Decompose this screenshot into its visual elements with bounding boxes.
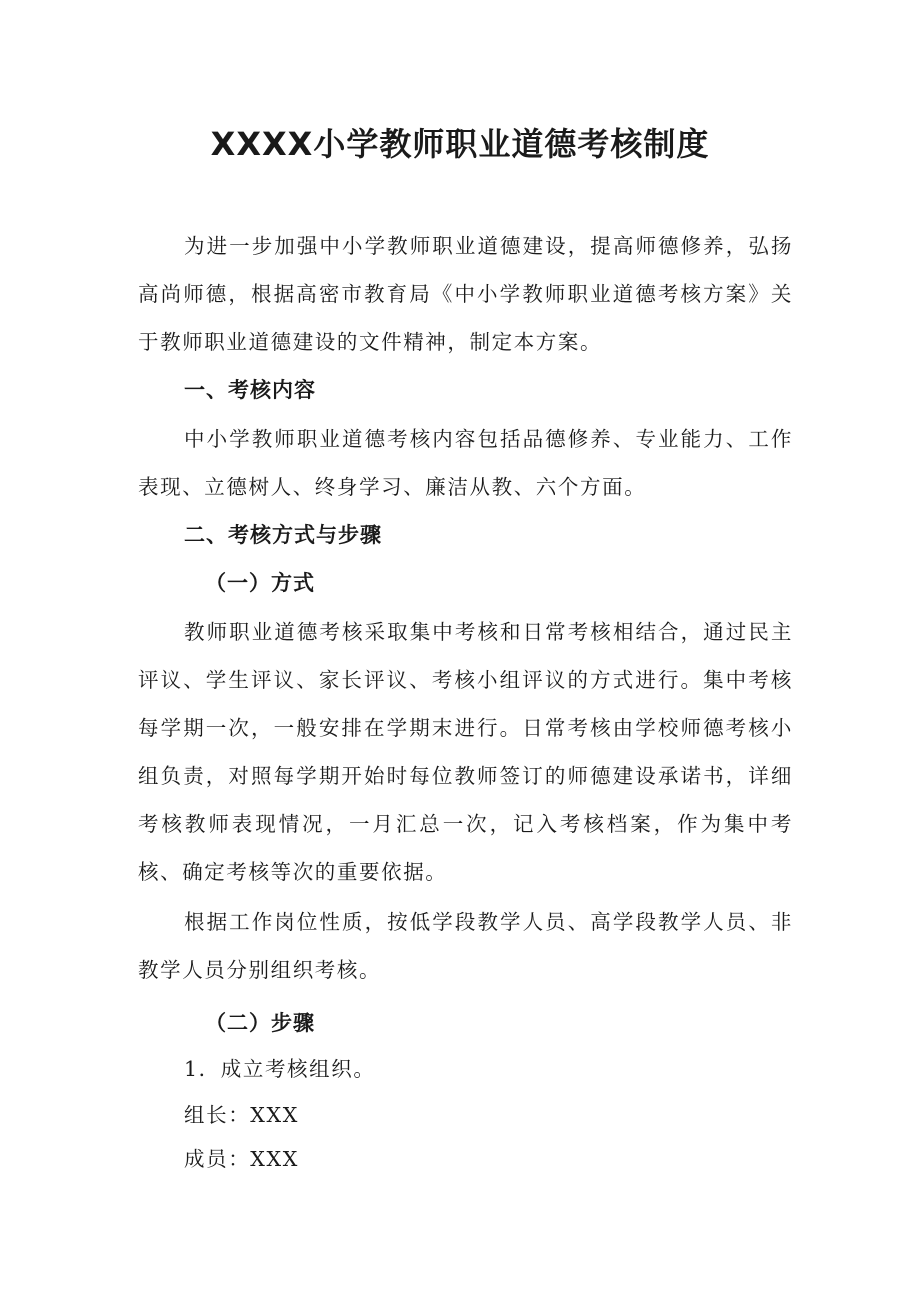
members-line: 成员：XXX [184, 1147, 299, 1171]
document-title: XXXX小学教师职业道德考核制度 [210, 125, 710, 163]
subsection1-paragraph1: 教师职业道德考核采取集中考核和日常考核相结合，通过民主评议、学生评议、家长评议、考核小组评议的方式进行。集中考核每学期一次，一般安排在学期末进行。日常考核由学校师德考核小组负责，对照每学期开始时每位教师签订的师德建设承诺书，详细考核教师表现情况，一月汇总一次，记入考核档案，作为集中考核、确定考核等次的重要依据。 [138, 620, 793, 884]
subsection2-heading: （二）步骤 [205, 1011, 315, 1035]
step-item-1: 1．成立考核组织。 [184, 1057, 376, 1081]
subsection1-heading: （一）方式 [205, 571, 315, 595]
intro-paragraph: 为进一步加强中小学教师职业道德建设，提高师德修养，弘扬高尚师德，根据高密市教育局《中小学教师职业道德考核方案》关于教师职业道德建设的文件精神，制定本方案。 [138, 234, 793, 354]
subsection1-paragraph2: 根据工作岗位性质，按低学段教学人员、高学段教学人员、非教学人员分别组织考核。 [138, 910, 793, 982]
section2-heading: 二、考核方式与步骤 [184, 523, 382, 547]
section1-body: 中小学教师职业道德考核内容包括品德修养、专业能力、工作表现、立德树人、终身学习、廉洁从教、六个方面。 [138, 427, 793, 499]
section1-heading: 一、考核内容 [184, 378, 316, 402]
leader-line: 组长：XXX [184, 1103, 299, 1127]
